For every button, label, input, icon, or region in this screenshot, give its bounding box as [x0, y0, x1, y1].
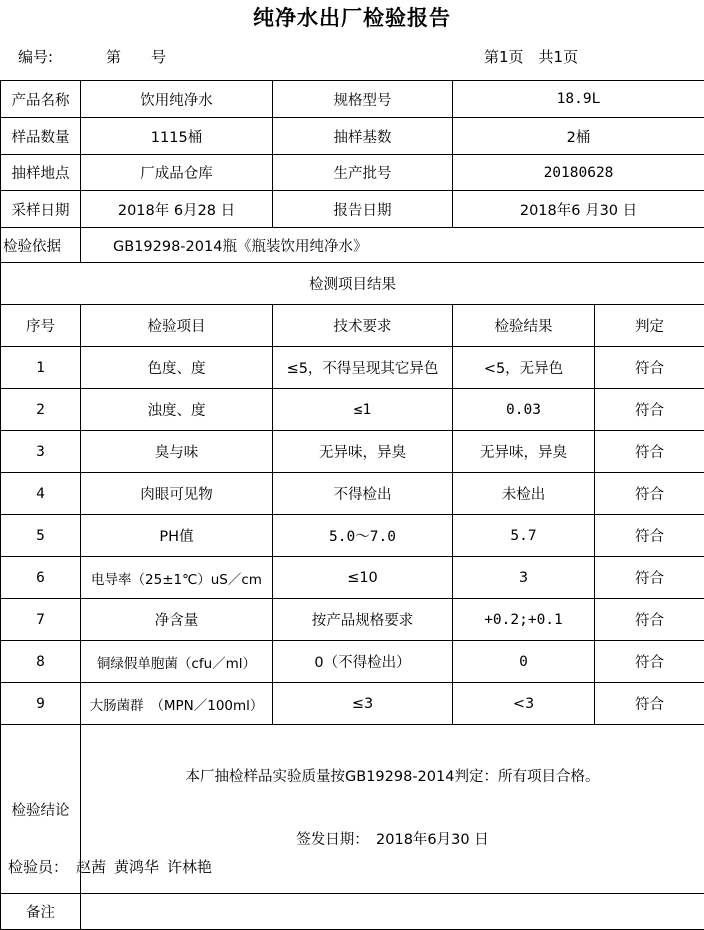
sampling-date-label: 采样日期 — [1, 191, 81, 228]
row-item: 电导率（25±1℃）uS／cm — [81, 557, 273, 599]
row-result: 5.7 — [453, 515, 595, 557]
row-requirement: 无异味，异臭 — [273, 431, 453, 473]
info-row — [1, 118, 704, 155]
row-number: 5 — [1, 515, 81, 557]
row-item: 铜绿假单胞菌（cfu／ml） — [81, 641, 273, 683]
inspector-name: 黄鸿华 — [114, 856, 159, 877]
conclusion-label: 检验结论 — [1, 725, 81, 894]
row-requirement: 按产品规格要求 — [273, 599, 453, 641]
row-requirement: ≤1 — [273, 389, 453, 431]
row-number: 4 — [1, 473, 81, 515]
sampling-place-label: 抽样地点 — [1, 155, 81, 191]
table-row — [1, 347, 704, 389]
column-header: 序号 — [1, 305, 81, 347]
row-number: 7 — [1, 599, 81, 641]
row-number: 8 — [1, 641, 81, 683]
column-header: 检验项目 — [81, 305, 273, 347]
number-label: 编号: — [18, 34, 53, 78]
batch-label: 生产批号 — [273, 155, 453, 191]
product-name-label: 产品名称 — [1, 81, 81, 118]
row-item: 臭与味 — [81, 431, 273, 473]
info-row — [1, 81, 704, 118]
conclusion-line-2: 签发日期： 2018年6月30 日 — [83, 830, 702, 851]
sampling-base-value: 2桶 — [453, 118, 704, 155]
results-title-row — [1, 263, 704, 305]
row-requirement: ≤10 — [273, 557, 453, 599]
basis-label: 检验依据 — [1, 228, 81, 263]
row-judgement: 符合 — [595, 473, 704, 515]
row-result: 0 — [453, 641, 595, 683]
product-name-value: 饮用纯净水 — [81, 81, 273, 118]
row-requirement: ≤3 — [273, 683, 453, 725]
column-header: 判定 — [595, 305, 704, 347]
row-judgement: 符合 — [595, 557, 704, 599]
row-judgement: 符合 — [595, 599, 704, 641]
row-item: 浊度、度 — [81, 389, 273, 431]
row-item: 色度、度 — [81, 347, 273, 389]
remarks-label: 备注 — [1, 894, 81, 930]
row-result: <3 — [453, 683, 595, 725]
table-row — [1, 473, 704, 515]
row-number: 3 — [1, 431, 81, 473]
row-requirement: 不得检出 — [273, 473, 453, 515]
row-judgement: 符合 — [595, 683, 704, 725]
table-row — [1, 515, 704, 557]
inspector-name: 许林艳 — [167, 856, 212, 877]
spec-value: 18.9L — [453, 81, 704, 118]
row-judgement: 符合 — [595, 641, 704, 683]
row-judgement: 符合 — [595, 389, 704, 431]
sample-qty-value: 1115桶 — [81, 118, 273, 155]
remarks-row — [1, 894, 704, 930]
sampling-base-label: 抽样基数 — [273, 118, 453, 155]
row-number: 2 — [1, 389, 81, 431]
row-result: +0.2;+0.1 — [453, 599, 595, 641]
row-number: 9 — [1, 683, 81, 725]
row-judgement: 符合 — [595, 431, 704, 473]
conclusion-line-1: 本厂抽检样品实验质量按GB19298-2014判定：所有项目合格。 — [83, 767, 702, 788]
table-row — [1, 641, 704, 683]
table-row — [1, 431, 704, 473]
spec-label: 规格型号 — [273, 81, 453, 118]
report-date-value: 2018年6 月30 日 — [453, 191, 704, 228]
row-item: 净含量 — [81, 599, 273, 641]
row-item: 大肠菌群 （MPN／100ml） — [81, 683, 273, 725]
info-row — [1, 155, 704, 191]
row-result: <5，无异色 — [453, 347, 595, 389]
remarks-value — [81, 894, 704, 930]
table-row — [1, 389, 704, 431]
sampling-place-value: 厂成品仓库 — [81, 155, 273, 191]
row-requirement: 5.0～7.0 — [273, 515, 453, 557]
report-date-label: 报告日期 — [273, 191, 453, 228]
results-title: 检测项目结果 — [1, 263, 704, 305]
inspectors-label: 检验员： — [8, 856, 68, 877]
inspector-name: 赵茜 — [76, 856, 106, 877]
basis-value: GB19298-2014瓶《瓶装饮用纯净水》 — [81, 228, 704, 263]
row-requirement: ≤5，不得呈现其它异色 — [273, 347, 453, 389]
sample-qty-label: 样品数量 — [1, 118, 81, 155]
row-judgement: 符合 — [595, 515, 704, 557]
table-row — [1, 599, 704, 641]
basis-row — [1, 228, 704, 263]
inspectors — [8, 852, 220, 880]
batch-value: 20180628 — [453, 155, 704, 191]
row-result: 3 — [453, 557, 595, 599]
row-result: 无异味，异臭 — [453, 431, 595, 473]
number-value: 第 号 — [106, 34, 166, 78]
row-judgement: 符合 — [595, 347, 704, 389]
table-row — [1, 557, 704, 599]
row-item: PH值 — [81, 515, 273, 557]
row-item: 肉眼可见物 — [81, 473, 273, 515]
table-row — [1, 683, 704, 725]
report-title: 纯净水出厂检验报告 — [0, 0, 704, 34]
info-row — [1, 191, 704, 228]
column-header: 技术要求 — [273, 305, 453, 347]
row-number: 6 — [1, 557, 81, 599]
report-table — [0, 80, 704, 930]
row-number: 1 — [1, 347, 81, 389]
row-requirement: 0（不得检出） — [273, 641, 453, 683]
column-header: 检验结果 — [453, 305, 595, 347]
row-result: 未检出 — [453, 473, 595, 515]
column-header-row — [1, 305, 704, 347]
page-info: 第1页 共1页 — [484, 34, 578, 78]
sampling-date-value: 2018年 6月28 日 — [81, 191, 273, 228]
row-result: 0.03 — [453, 389, 595, 431]
